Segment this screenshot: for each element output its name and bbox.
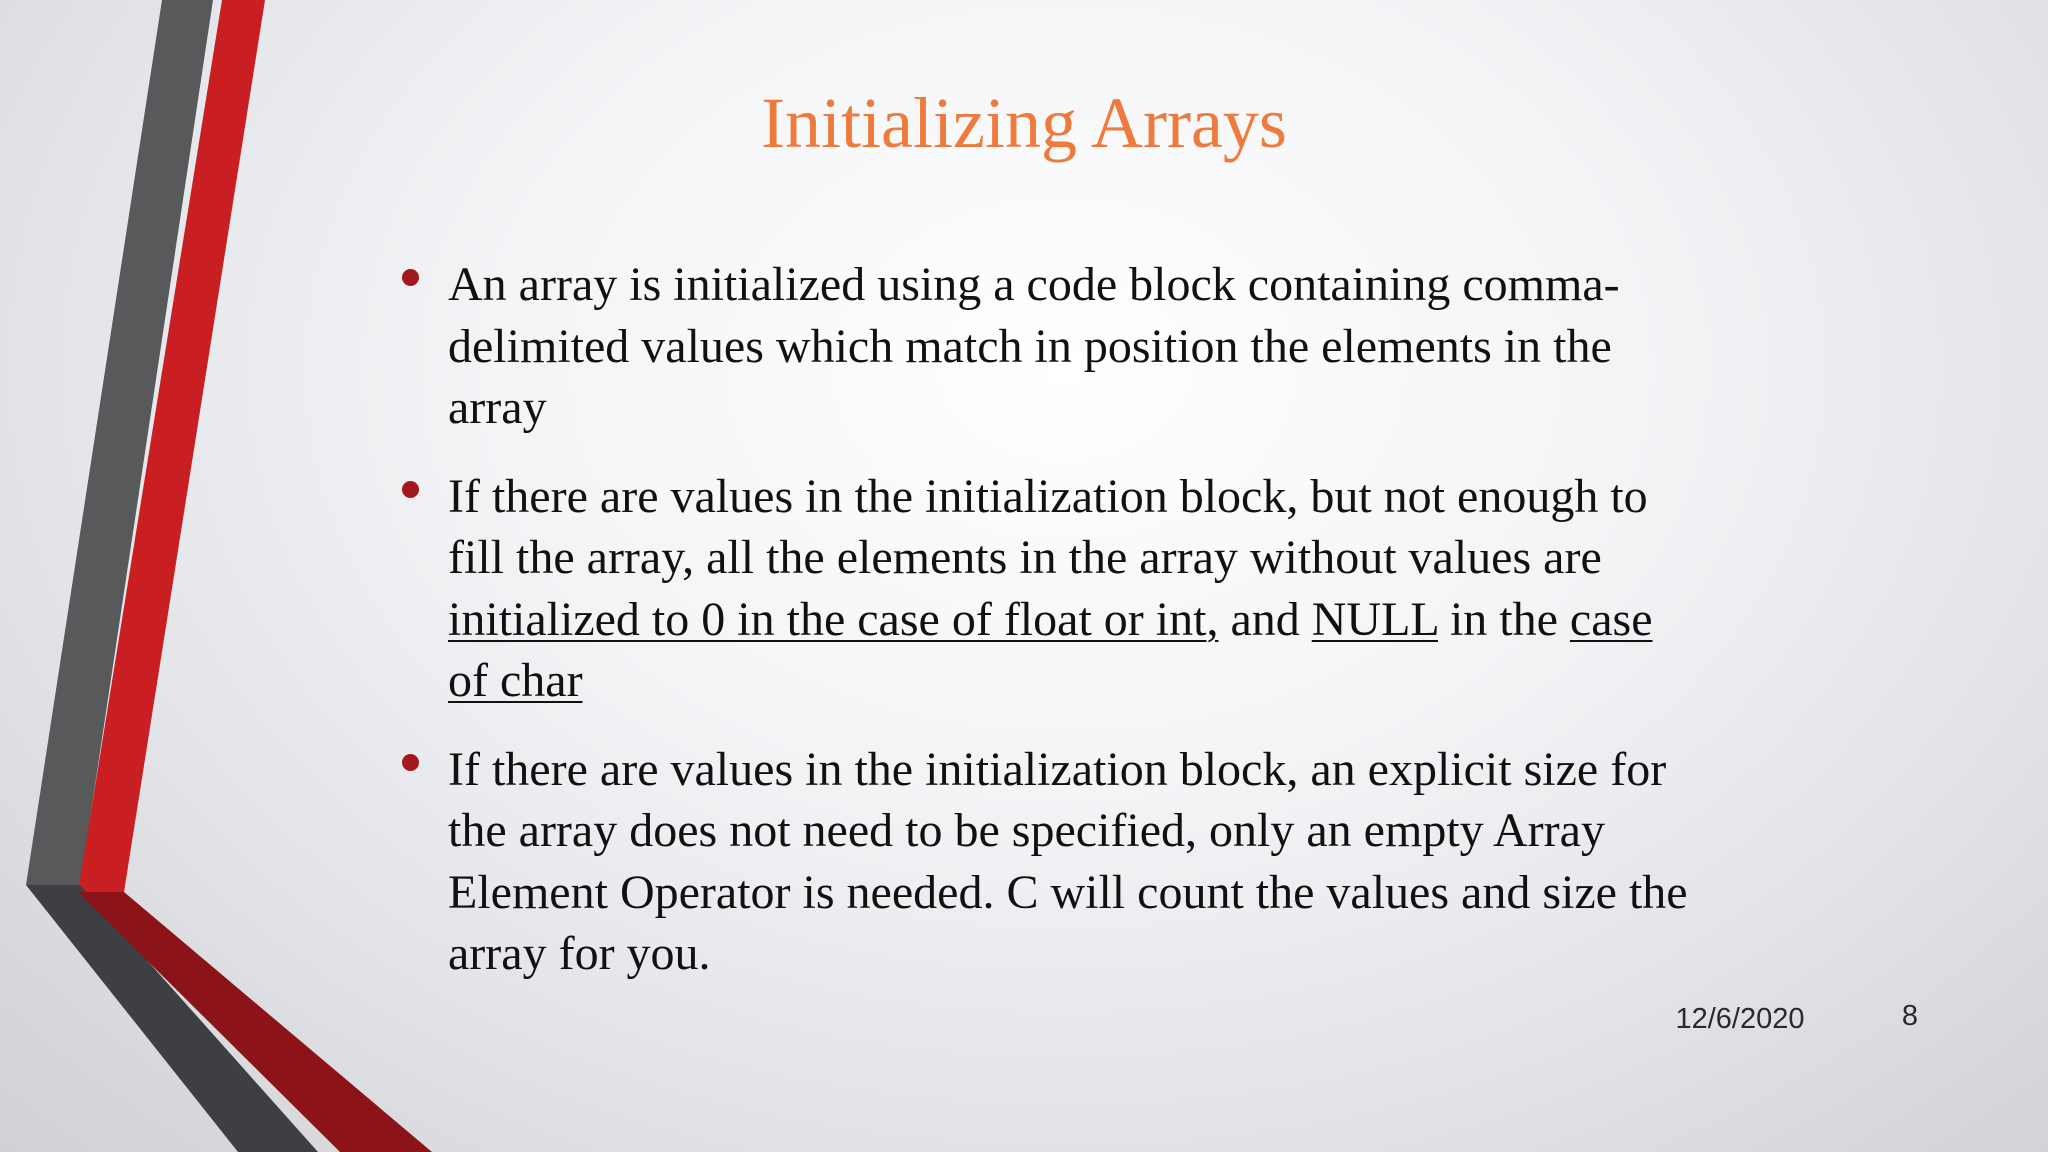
bullet-item-3 [400,739,1700,985]
underlined-text: NULL [1311,592,1438,646]
bullet-dot-icon [400,479,422,501]
bullet-list [400,254,1700,1012]
underlined-text: initialized to 0 in the case of float or int, [448,592,1219,646]
bullet-dot-icon [400,267,422,289]
bullet-item-2 [400,466,1700,712]
bullet-item-1 [400,254,1700,439]
bullet-text: If there are values in the initialization block, but not enough to fill the array, all the elements in the array without values are [448,469,1648,584]
underlined-text: case of char [448,592,1653,707]
bullet-text: If there are values in the initialization block, an explicit size for the array does not need to be specified, only an empty Array Element Operator is needed. C will count the values and size the array for you. [448,742,1688,980]
bullet-text: An array is initialized using a code block containing comma-delimited values which match in position the elements in the array [448,258,1620,434]
bullet-text: and [1218,592,1312,646]
footer-date: 12/6/2020 [1675,1003,1805,1035]
gray-stripe-lower [26,885,318,1152]
page-number: 8 [1901,1000,1919,1032]
bullet-text: in the [1437,592,1570,646]
bullet-dot-icon [400,752,422,774]
slide-title: Initializing Arrays [761,83,1287,163]
